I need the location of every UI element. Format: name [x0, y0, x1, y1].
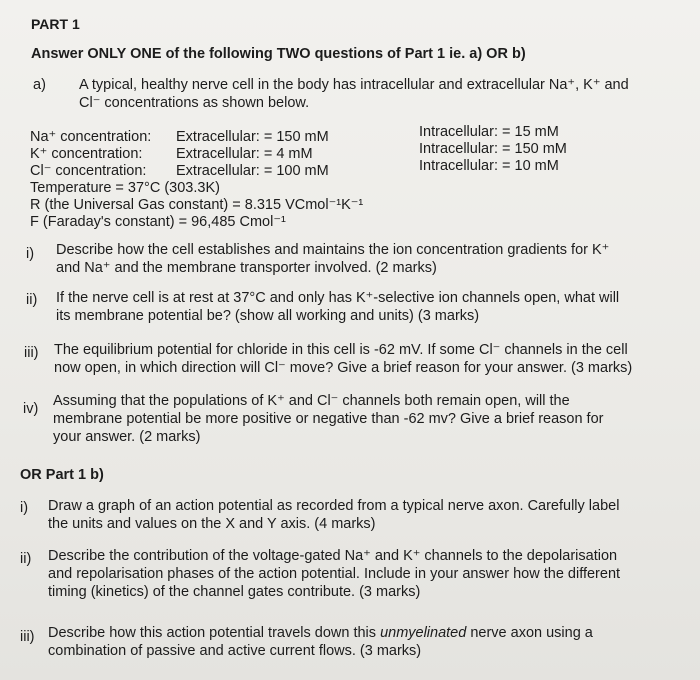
cl-extracellular: Extracellular: = 100 mM: [176, 163, 329, 179]
k-ion-label: K⁺ concentration:: [30, 146, 143, 162]
question-a-i-number: i): [26, 246, 35, 262]
k-intracellular: Intracellular: = 150 mM: [419, 141, 567, 157]
temperature-text: Temperature = 37°C (303.3K): [30, 180, 220, 196]
gas-constant-text: R (the Universal Gas constant) = 8.315 VCmol⁻¹K⁻¹: [30, 197, 364, 213]
question-a-iv-line2: membrane potential be more positive or negative than -62 mv? Give a brief reason for: [53, 411, 604, 427]
question-b-iii-number: iii): [20, 629, 35, 645]
question-a-iii-number: iii): [24, 345, 39, 361]
question-b-ii-number: ii): [20, 551, 32, 567]
question-b-ii-line1: Describe the contribution of the voltage-gated Na⁺ and K⁺ channels to the depolarisation: [48, 548, 618, 564]
question-a-iv-line3: your answer. (2 marks): [53, 429, 201, 445]
question-a-iv-number: iv): [23, 401, 39, 417]
na-extracellular: Extracellular: = 150 mM: [176, 129, 329, 145]
question-a-iv-line1: Assuming that the populations of K⁺ and Cl⁻ channels both remain open, will the: [53, 393, 570, 409]
question-a-iii-line2: now open, in which direction will Cl⁻ move? Give a brief reason for your answer. (3 marks): [54, 360, 633, 376]
question-b-i-number: i): [20, 500, 29, 516]
question-b-i-line1: Draw a graph of an action potential as recorded from a typical nerve axon. Carefully label: [48, 498, 620, 514]
question-b-iii-line2: combination of passive and active current flows. (3 marks): [48, 643, 422, 659]
question-a-i-line1: Describe how the cell establishes and maintains the ion concentration gradients for K⁺: [56, 242, 610, 258]
question-a-iii-line1: The equilibrium potential for chloride in this cell is -62 mV. If some Cl⁻ channels in the cell: [54, 342, 628, 358]
instruction-text: Answer ONLY ONE of the following TWO questions of Part 1 ie. a) OR b): [31, 46, 526, 62]
cl-ion-label: Cl⁻ concentration:: [30, 163, 147, 179]
part-b-heading: OR Part 1 b): [20, 467, 104, 483]
question-b-iii-line1-post: nerve axon using a: [466, 625, 593, 641]
part-a-intro-line2: Cl⁻ concentrations as shown below.: [79, 95, 310, 111]
na-ion-label: Na⁺ concentration:: [30, 129, 152, 145]
faraday-text: F (Faraday's constant) = 96,485 Cmol⁻¹: [30, 214, 286, 230]
question-b-ii-line3: timing (kinetics) of the channel gates contribute. (3 marks): [48, 584, 421, 600]
question-a-i-line2: and Na⁺ and the membrane transporter involved. (2 marks): [56, 260, 437, 276]
question-a-ii-line1: If the nerve cell is at rest at 37°C and only has K⁺-selective ion channels open, what will: [56, 290, 620, 306]
part-a-intro-line1: A typical, healthy nerve cell in the body has intracellular and extracellular Na⁺, K⁺ and: [79, 77, 629, 93]
cl-intracellular: Intracellular: = 10 mM: [419, 158, 559, 174]
question-a-ii-number: ii): [26, 292, 38, 308]
na-intracellular: Intracellular: = 15 mM: [419, 124, 559, 140]
question-b-ii-line2: and repolarisation phases of the action potential. Include in your answer how the different: [48, 566, 621, 582]
page-heading: PART 1: [31, 16, 80, 32]
question-b-iii-line1-pre: Describe how this action potential travels down this: [48, 625, 381, 641]
part-a-label: a): [33, 77, 46, 93]
question-b-iii-emphasis: unmyelinated: [380, 625, 467, 641]
question-b-iii-line1: [48, 625, 593, 642]
k-extracellular: Extracellular: = 4 mM: [176, 146, 313, 162]
question-a-ii-line2: its membrane potential be? (show all working and units) (3 marks): [56, 308, 480, 324]
question-b-i-line2: the units and values on the X and Y axis. (4 marks): [48, 516, 376, 532]
